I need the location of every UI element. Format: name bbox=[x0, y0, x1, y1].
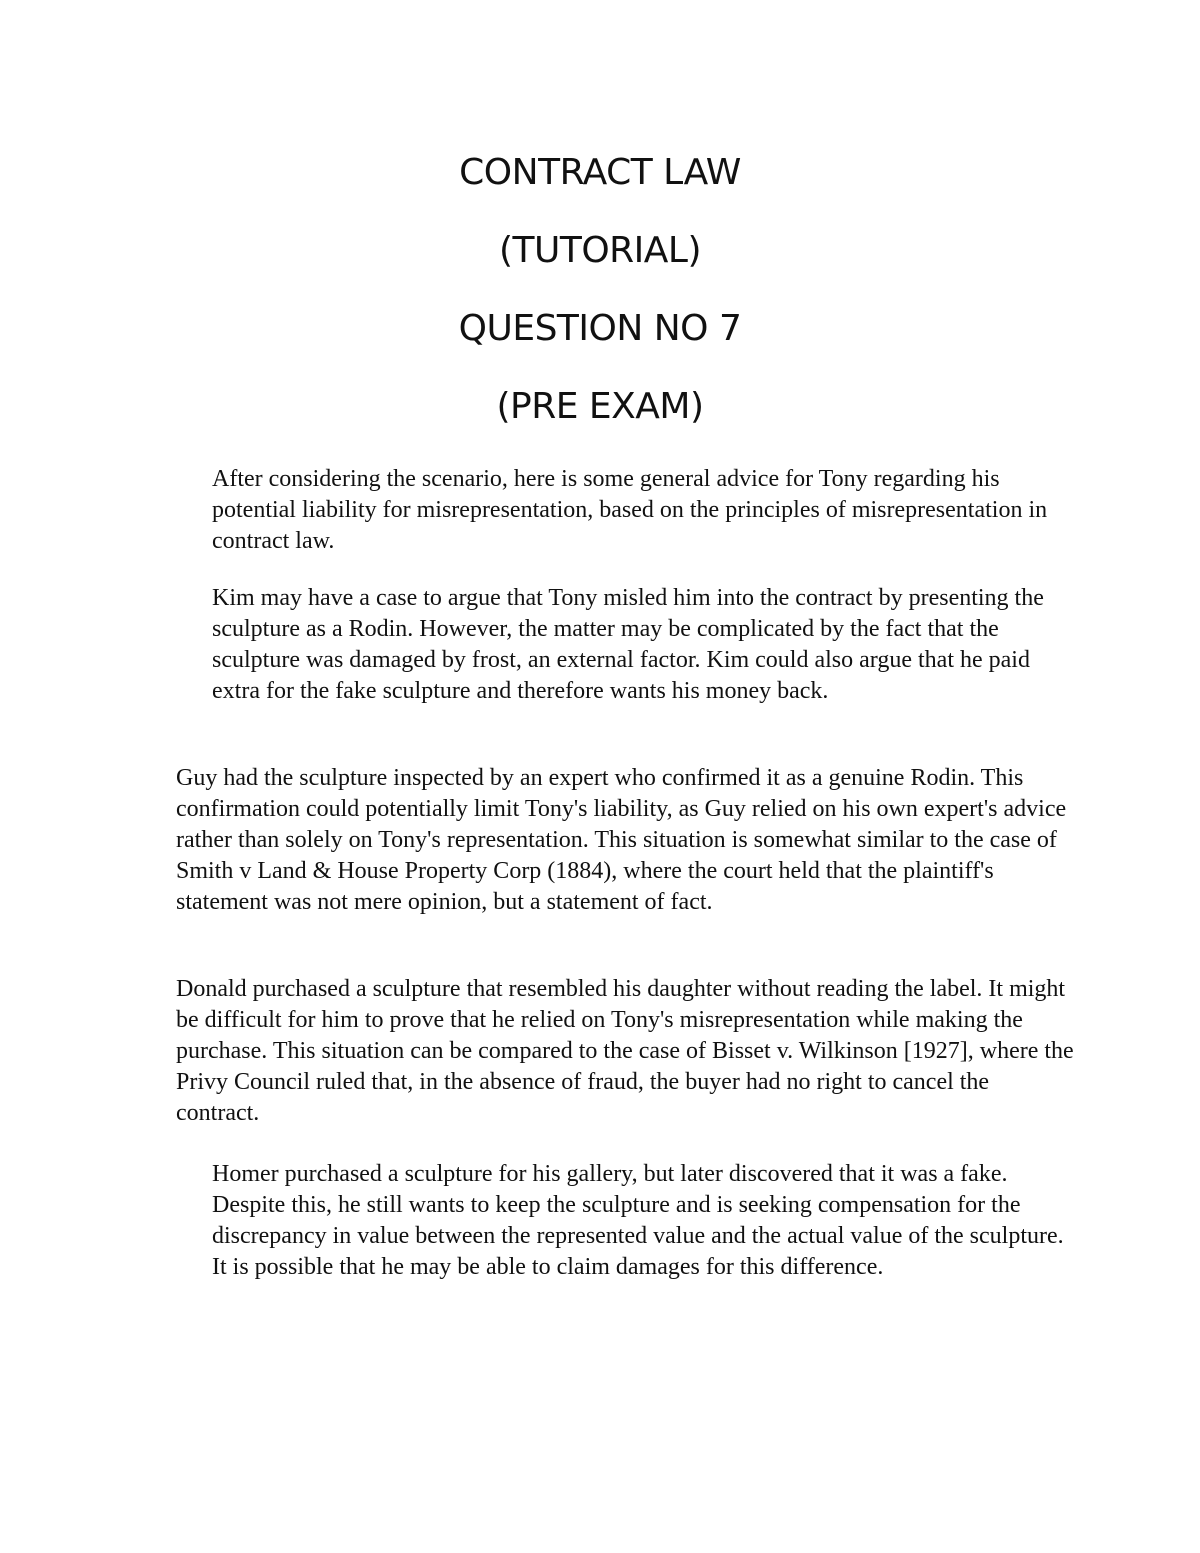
paragraph-guy: Guy had the sculpture inspected by an expert who confirmed it as a genuine Rodin. This confirmation could potentially limit Tony's liability, as Guy relied on his own expert's advice rather than solely on Tony's representation. This situation is somewhat similar to the case of Smith v Land & House Property Corp (1884), where the court held that the plaintiff's statement was not mere opinion, but a statement of fact. bbox=[176, 765, 1067, 915]
title-pre-exam: (PRE EXAM) bbox=[496, 386, 704, 427]
paragraph-kim: Kim may have a case to argue that Tony misled him into the contract by presenting the sculpture as a Rodin. However, the matter may be complicated by the fact that the sculpture was damaged by frost, an external factor. Kim could also argue that he paid extra for the fake sculpture and therefore wants his money back. bbox=[212, 585, 1044, 704]
paragraph-homer: Homer purchased a sculpture for his gallery, but later discovered that it was a fake. Despite this, he still wants to keep the sculpture and is seeking compensation for the discrepancy in value between the represented value and the actual value of the sculpture. It is possible that he may be able to claim damages for this difference. bbox=[212, 1161, 1064, 1280]
title-subject: CONTRACT LAW bbox=[459, 152, 741, 193]
title-tutorial: (TUTORIAL) bbox=[498, 230, 702, 271]
title-question-number: QUESTION NO 7 bbox=[458, 308, 742, 349]
paragraph-donald: Donald purchased a sculpture that resembled his daughter without reading the label. It might be difficult for him to prove that he relied on Tony's misrepresentation while making the purchase. This situation can be compared to the case of Bisset v. Wilkinson [1927], where the Privy Council ruled that, in the absence of fraud, the buyer had no right to cancel the contract. bbox=[176, 976, 1074, 1126]
paragraph-intro: After considering the scenario, here is some general advice for Tony regarding his potential liability for misrepresentation, based on the principles of misrepresentation in contract law. bbox=[212, 466, 1048, 554]
